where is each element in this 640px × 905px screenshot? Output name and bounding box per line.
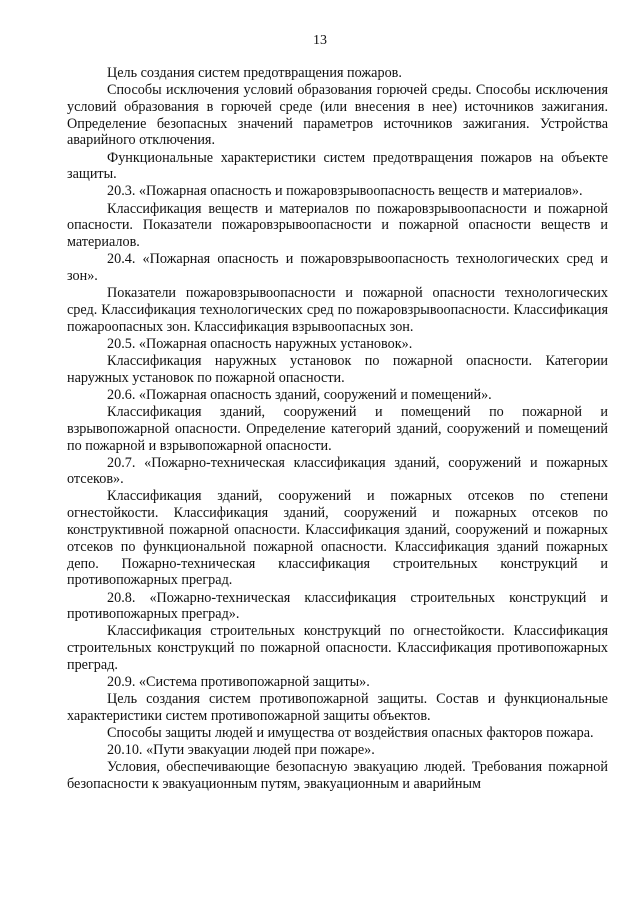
- section-heading: 20.7. «Пожарно-техническая классификация зданий, сооружений и пожарных отсеков».: [67, 454, 608, 488]
- section-heading: 20.9. «Система противопожарной защиты».: [107, 674, 370, 691]
- paragraph: Способы исключения условий образования горючей среды. Способы исключения условий образования в горючей среде (или внесения в нее) источников зажигания. Определение безопасных значений параметров источников зажигания. Устройства аварийного отключения.: [67, 82, 608, 149]
- paragraph: Цель создания систем противопожарной защиты. Состав и функциональные характеристики систем противопожарной защиты объектов.: [67, 691, 608, 725]
- section-heading: 20.8. «Пожарно-техническая классификация строительных конструкций и противопожарных преград».: [67, 589, 608, 623]
- document-body: [67, 65, 608, 793]
- paragraph: Способы защиты людей и имущества от воздействия опасных факторов пожара.: [107, 725, 594, 742]
- paragraph: Классификация веществ и материалов по пожаровзрывоопасности и пожарной опасности. Показатели пожаровзрывоопасности и пожарной опасности веществ и материалов.: [67, 200, 608, 251]
- page-number: 13: [313, 33, 327, 48]
- section-heading: 20.10. «Пути эвакуации людей при пожаре».: [107, 742, 375, 759]
- section-heading: 20.4. «Пожарная опасность и пожаровзрывоопасность технологических сред и зон».: [67, 251, 608, 285]
- section-heading: 20.6. «Пожарная опасность зданий, сооружений и помещений».: [107, 386, 492, 403]
- paragraph: Классификация зданий, сооружений и помещений по пожарной и взрывопожарной опасности. Определение категорий зданий, сооружений и помещений по пожарной и взрывопожарной опасности.: [67, 403, 608, 454]
- paragraph: Показатели пожаровзрывоопасности и пожарной опасности технологических сред. Классификация технологических сред по пожаровзрывоопасности. Классификация пожароопасных зон. Классификация взрывоопасных зон.: [67, 285, 608, 335]
- section-heading: 20.3. «Пожарная опасность и пожаровзрывоопасность веществ и материалов».: [107, 183, 583, 200]
- paragraph: Классификация строительных конструкций по огнестойкости. Классификация строительных конструкций по пожарной опасности. Классификация противопожарных преград.: [67, 623, 608, 674]
- paragraph: Классификация зданий, сооружений и пожарных отсеков по степени огнестойкости. Классификация зданий, сооружений и пожарных отсеков по конструктивной пожарной опасности. Классификация зданий, сооружений и пожарных отсеков по функциональной пожарной опасности. Классификация зданий пожарных депо. Пожарно-техническая классификация строительных конструкций и противопожарных преград.: [67, 488, 608, 589]
- paragraph: Функциональные характеристики систем предотвращения пожаров на объекте защиты.: [67, 149, 608, 183]
- section-heading: 20.5. «Пожарная опасность наружных установок».: [107, 335, 413, 352]
- paragraph: Цель создания систем предотвращения пожаров.: [107, 65, 402, 81]
- paragraph: Классификация наружных установок по пожарной опасности. Категории наружных установок по пожарной опасности.: [67, 352, 608, 386]
- paragraph: Условия, обеспечивающие безопасную эвакуацию людей. Требования пожарной безопасности к эвакуационным путям, эвакуационным и аварийным: [67, 759, 608, 793]
